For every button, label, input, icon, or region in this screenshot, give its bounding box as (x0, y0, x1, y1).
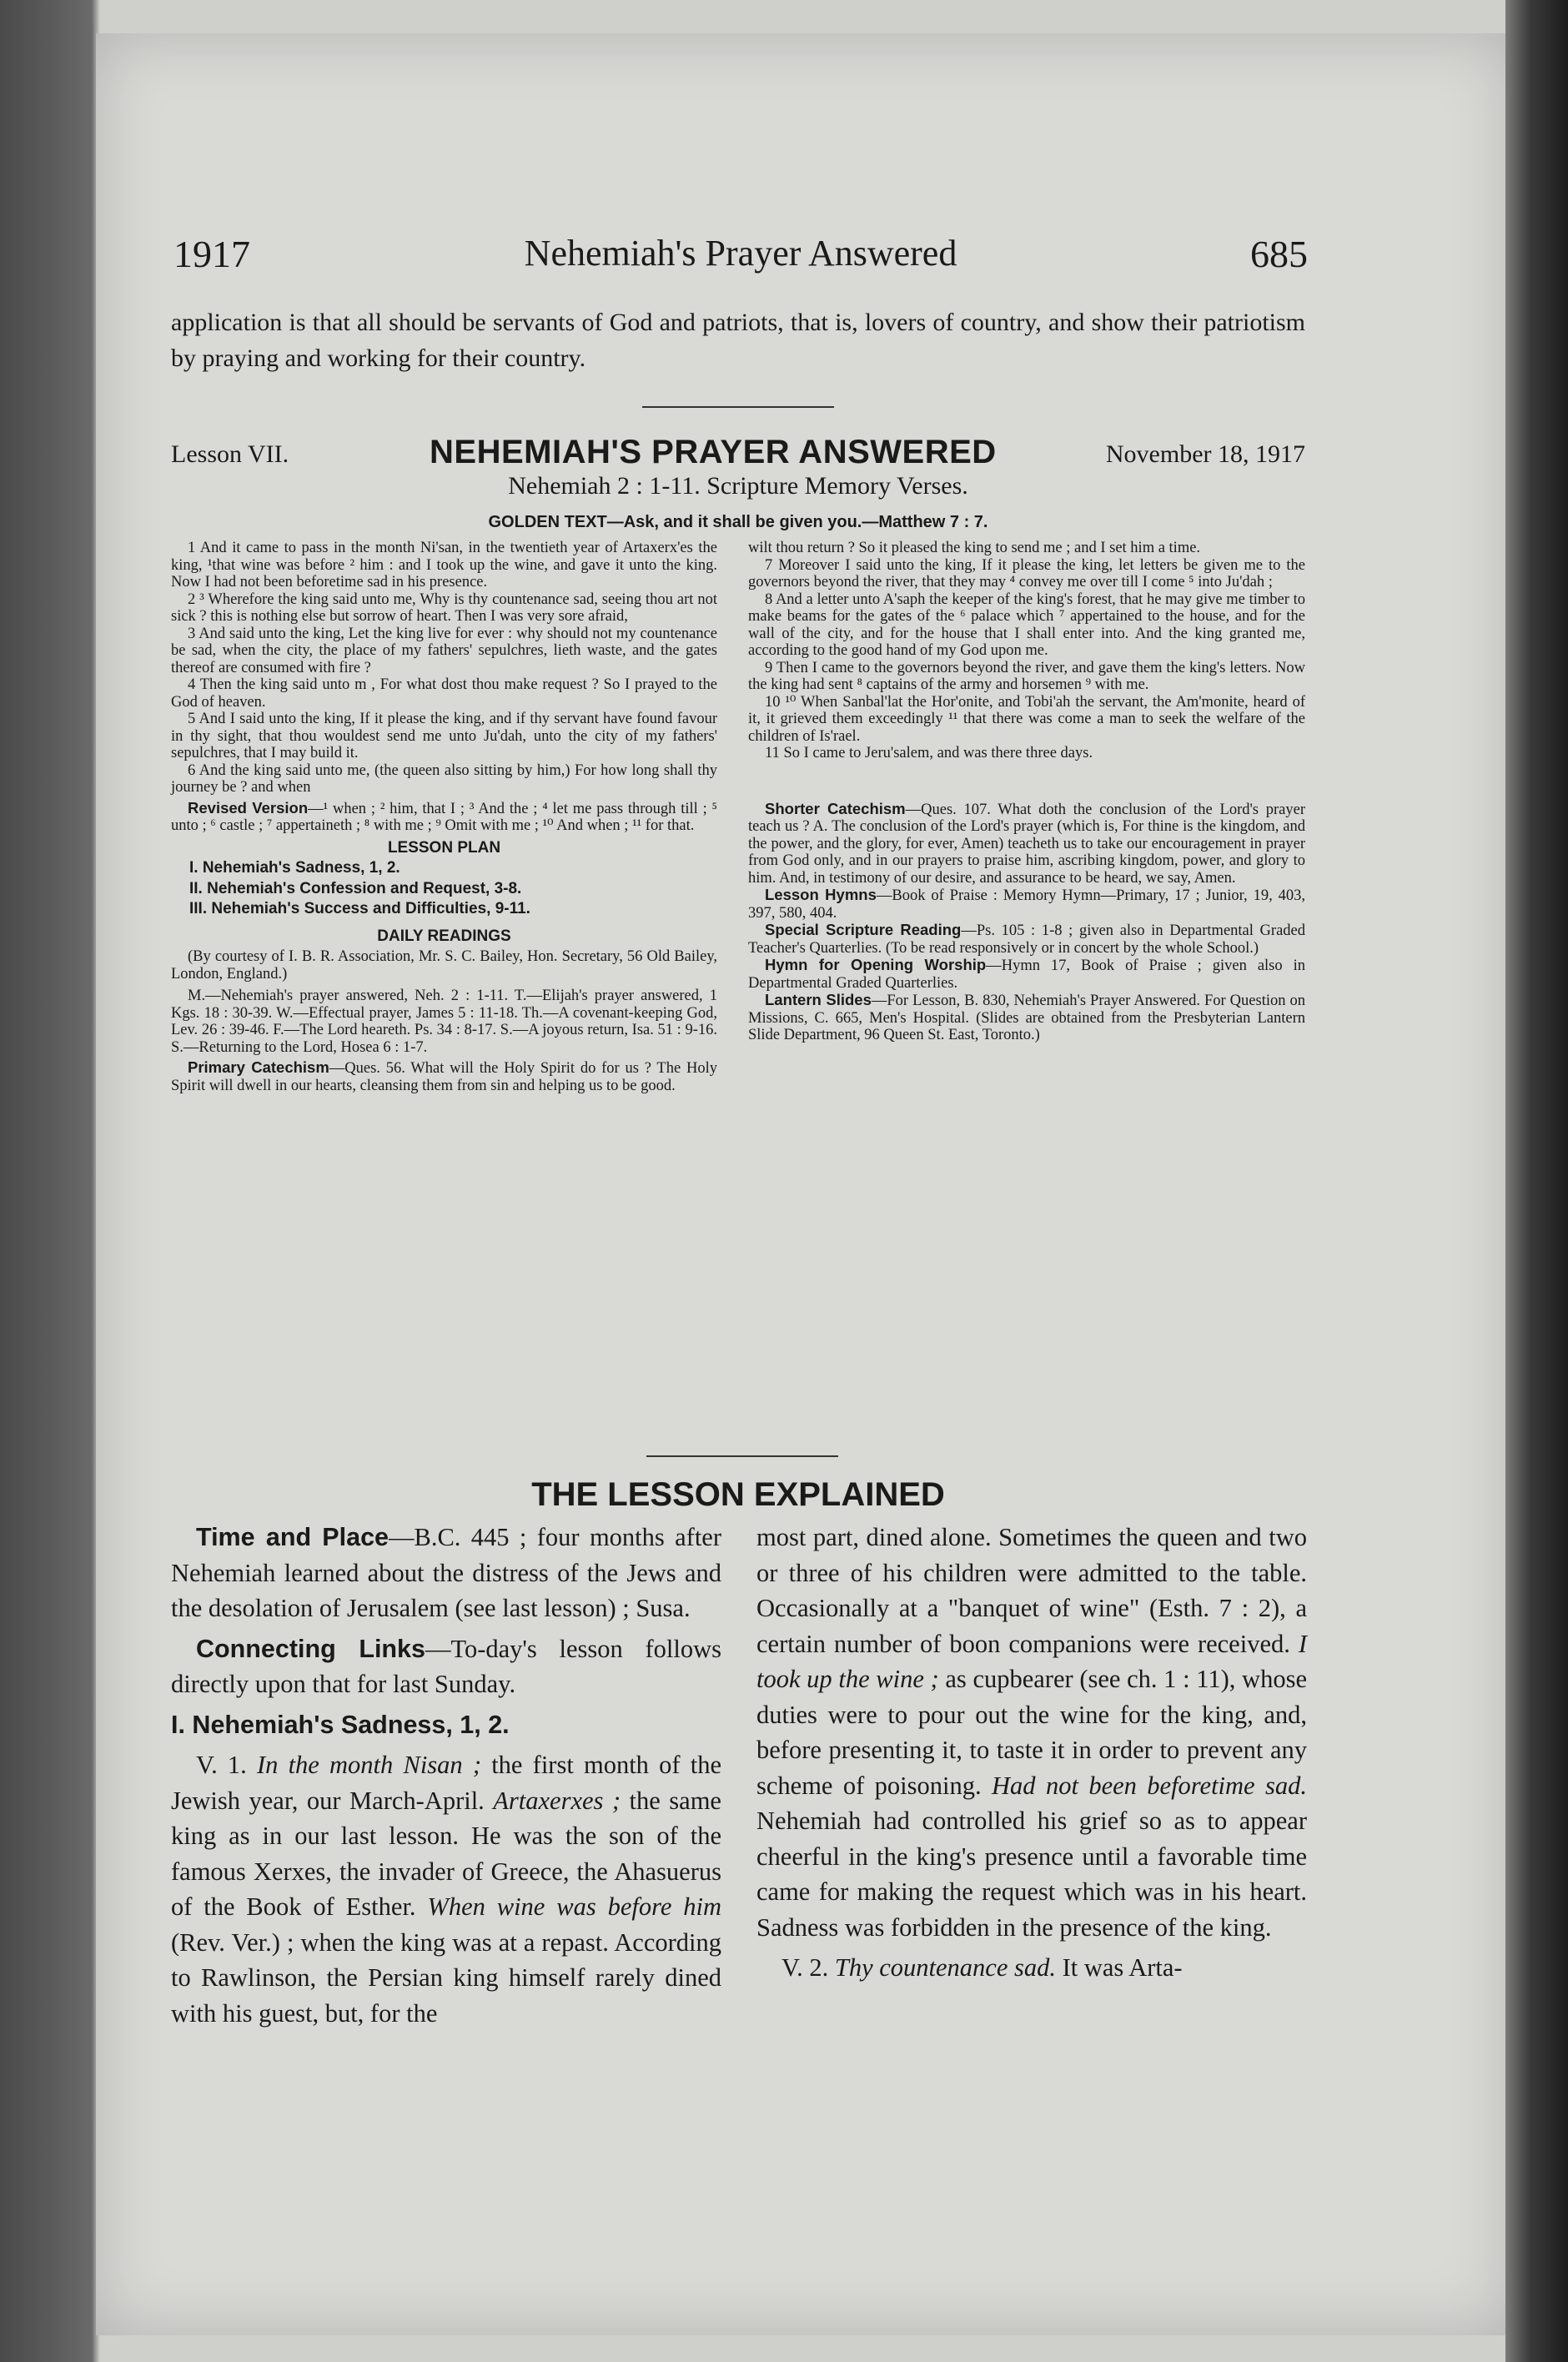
lantern-slides-text: —For Lesson, B. 830, Nehemiah's Prayer Answered. For Question on Missions, C. 665, Men's Hospital. (Slides are obtained from the Presbyterian Lantern Slide Department, 96 Queen St. East, Toronto.) (748, 993, 1305, 1043)
shorter-catechism (748, 801, 1305, 887)
verse: 5 And I said unto the king, If it please the king, and if thy servant have found favour in thy sight, that thou wouldest send me unto Ju'dah, unto the city of my fathers' sepulchres, that I may build it. (171, 711, 717, 761)
primary-catechism (171, 1059, 717, 1094)
lesson-plan-item: II. Nehemiah's Confession and Request, 3-8. (189, 879, 522, 897)
primary-catechism-label: Primary Catechism (188, 1058, 329, 1076)
primary-catechism-text: —Ques. 56. What will the Holy Spirit do for us ? The Holy Spirit will dwell in our hearts, cleansing them from sin and helping us to be good. (171, 1060, 717, 1094)
verse: wilt thou return ? So it pleased the king to send me ; and I set him a time. (748, 540, 1201, 556)
connecting-links (171, 1631, 721, 1702)
lesson-title: NEHEMIAH'S PRAYER ANSWERED (430, 434, 997, 470)
commentary-text: the same king as in our last lesson. He was the son of the famous Xerxes, the invader of Greece, the Ahasuerus of the Book of Esther. (171, 1786, 721, 1921)
verse: 2 ³ Wherefore the king said unto me, Why is thy countenance sad, seeing thou art not sick ? this is nothing else but sorrow of heart. Then I was very sore afraid, (171, 590, 717, 625)
shorter-catechism-label: Shorter Catechism (765, 799, 906, 817)
verse-2-commentary (756, 1950, 1307, 1986)
time-text: —B.C. 445 ; four months after Nehemiah learned about the distress of the Jews and the desolation of Jerusalem (see last lesson) ; Susa. (171, 1523, 721, 1622)
running-title: Nehemiah's Prayer Answered (524, 233, 957, 274)
commentary-text: the first month of the Jewish year, our March-April. (171, 1751, 721, 1815)
book-edge (1505, 0, 1568, 2362)
special-reading (748, 922, 1305, 957)
intro-paragraph: application is that all should be servants of God and patriots, that is, lovers of country, and show their patriotism by praying and working for their country. (171, 309, 1305, 372)
time-label: Time and Place (196, 1523, 389, 1551)
quote: I took up the wine ; (756, 1629, 1307, 1693)
hymn-opening (748, 957, 1305, 992)
lesson-explained-heading: THE LESSON EXPLAINED (531, 1476, 945, 1513)
right-column (748, 540, 1305, 1044)
quote: Artaxerxes ; (493, 1786, 621, 1815)
daily-readings-courtesy: (By courtesy of I. B. R. Association, Mr. S. C. Bailey, Hon. Secretary, 56 Old Bailey, London, England.) (171, 948, 717, 982)
commentary-text: Nehemiah had controlled his grief so as to appear cheerful in the king's presence until a favorable time came for making the request which was in his heart. Sadness was forbidden in the presence of the king. (756, 1807, 1307, 1942)
quote: In the month Nisan ; (256, 1751, 482, 1779)
quote: Had not been beforetime sad. (992, 1771, 1307, 1800)
revised-version-label: Revised Version (188, 798, 309, 817)
section-heading: I. Nehemiah's Sadness, 1, 2. (171, 1710, 510, 1739)
running-head (173, 232, 1308, 290)
lesson-header (171, 434, 1305, 475)
divider (642, 406, 834, 408)
verse: 3 And said unto the king, Let the king live for ever : why should not my countenance be sad, when the city, the place of my fathers' sepulchres, lieth waste, and the gates thereof are consumed with fire ? (171, 625, 717, 676)
verse: 7 Moreover I said unto the king, If it please the king, let letters be given me to the governors beyond the river, that they may ⁴ convey me over till I come ⁵ into Ju'dah ; (748, 556, 1305, 590)
page-number: 685 (1250, 233, 1308, 275)
commentary-text: as cupbearer (see ch. 1 : 11), whose duties were to pour out the wine for the king, and, before presenting it, to taste it in order to prevent any scheme of poisoning. (756, 1665, 1307, 1800)
lesson-hymns-text: —Book of Praise : Memory Hymn—Primary, 17 ; Junior, 19, 403, 397, 580, 404. (748, 887, 1305, 922)
verse: 1 And it came to pass in the month Ni'san, in the twentieth year of Artaxerx'es the king, ¹that wine was before ² him : and I took up the wine, and gave it unto the king. Now I had not been beforetime sad in his presence. (171, 540, 717, 590)
links-label: Connecting Links (196, 1634, 425, 1663)
special-reading-text: —Ps. 105 : 1-8 ; given also in Departmental Graded Teacher's Quarterlies. (To be read responsively or in concert by the whole School.) (748, 922, 1306, 957)
lesson-plan-item: III. Nehemiah's Success and Difficulties, 9-11. (189, 900, 530, 917)
special-reading-label: Special Scripture Reading (765, 921, 962, 938)
lesson-hymns-label: Lesson Hymns (765, 886, 877, 903)
scripture-reference: Nehemiah 2 : 1-11. Scripture Memory Verses. (508, 472, 968, 500)
divider (646, 1455, 838, 1457)
commentary-text: (Rev. Ver.) ; when the king was at a repast. According to Rawlinson, the Persian king himself rarely dined with his guest, but, for the (171, 1927, 721, 2028)
lesson-date: November 18, 1917 (1105, 440, 1305, 468)
lantern-slides-label: Lantern Slides (765, 991, 872, 1008)
time-and-place (171, 1520, 721, 1626)
verse-1-commentary (171, 1747, 721, 2031)
lesson-plan-heading: LESSON PLAN (387, 838, 501, 857)
explained-left-column (171, 1520, 721, 2036)
hymn-opening-label: Hymn for Opening Worship (765, 956, 987, 973)
commentary-text: most part, dined alone. Sometimes the queen and two or three of his children were admitted to the table. Occasionally at a "banquet of wine" (Esth. 7 : 2), a certain number of boon companions were received. (756, 1523, 1307, 1658)
daily-readings-text: M.—Nehemiah's prayer answered, Neh. 2 : 1-11. T.—Elijah's prayer answered, 1 Kgs. 18 : 30-39. W.—Effectual prayer, James 5 : 11-18. Th.—A covenant-keeping God, Lev. 26 : 39-46. F.—The Lord heareth. Ps. 34 : 8-17. S.—A joyous return, Isa. 51 : 9-16. S.—Returning to the Lord, Hosea 6 : 1-7. (171, 988, 717, 1056)
lantern-slides (748, 992, 1305, 1044)
verse: 11 So I came to Jeru'salem, and was there three days. (765, 745, 1093, 761)
verse: 4 Then the king said unto m , For what dost thou make request ? So I prayed to the God of heaven. (171, 676, 717, 711)
year: 1917 (173, 233, 250, 275)
verse-1-continued (756, 1520, 1307, 1945)
left-column (171, 540, 717, 1094)
commentary-text: It was Arta- (1055, 1953, 1183, 1982)
shorter-catechism-text: —Ques. 107. What doth the conclusion of the Lord's prayer teach us ? A. The conclusion of the Lord's prayer (which is, For thine is the kingdom, and the power, and the glory, for ever, Amen) teacheth us to take our encouragement in prayer from God only, and in our prayers to praise him, ascribing kingdom, power, and glory to him. And, in testimony of our desire, and assurance to be heard, we say, Amen. (748, 801, 1306, 887)
verse: 8 And a letter unto A'saph the keeper of the king's forest, that he may give me timber to make beams for the gates of the ⁶ palace which ⁷ appertained to the house, and for the wall of the city, and for the house that I shall enter into. And the king granted me, according to the good hand of my God upon me. (748, 590, 1305, 659)
verse-ref: V. 1. (196, 1751, 257, 1779)
lesson-plan-item: I. Nehemiah's Sadness, 1, 2. (189, 859, 400, 877)
quote: When wine was before him (427, 1892, 721, 1921)
verse: 9 Then I came to the governors beyond the river, and gave them the king's letters. Now the king had sent ⁸ captains of the army and horsemen ⁹ with me. (748, 659, 1305, 693)
hymn-opening-text: —Hymn 17, Book of Praise ; given also in Departmental Graded Quarterlies. (748, 957, 1305, 992)
quote: Thy countenance sad. (834, 1953, 1056, 1982)
lesson-hymns (748, 887, 1305, 922)
golden-text: GOLDEN TEXT—Ask, and it shall be given you.—Matthew 7 : 7. (488, 513, 988, 531)
revised-version-text: —¹ when ; ² him, that I ; ³ And the ; ⁴ let me pass through till ; ⁵ unto ; ⁶ castle ; ⁷ appertaineth ; ⁸ with me ; ⁹ Omit with me ; ¹⁰ And when ; ¹¹ for that. (171, 800, 717, 834)
verse: 10 ¹⁰ When Sanbal'lat the Hor'onite, and Tobi'ah the servant, the Am'monite, heard of it, it grieved them exceedingly ¹¹ that there was come a man to seek the welfare of the children of Is'rael. (748, 693, 1305, 745)
verse: 6 And the king said unto me, (the queen also sitting by him,) For how long shall thy journey be ? and when (171, 761, 717, 796)
lesson-number: Lesson VII. (171, 440, 289, 468)
daily-readings-heading: DAILY READINGS (377, 927, 511, 945)
verse-ref: V. 2. (781, 1953, 835, 1982)
revised-version (171, 800, 717, 835)
explained-right-column (756, 1520, 1307, 1991)
links-text: —To-day's lesson follows directly upon that for last Sunday. (171, 1634, 722, 1698)
